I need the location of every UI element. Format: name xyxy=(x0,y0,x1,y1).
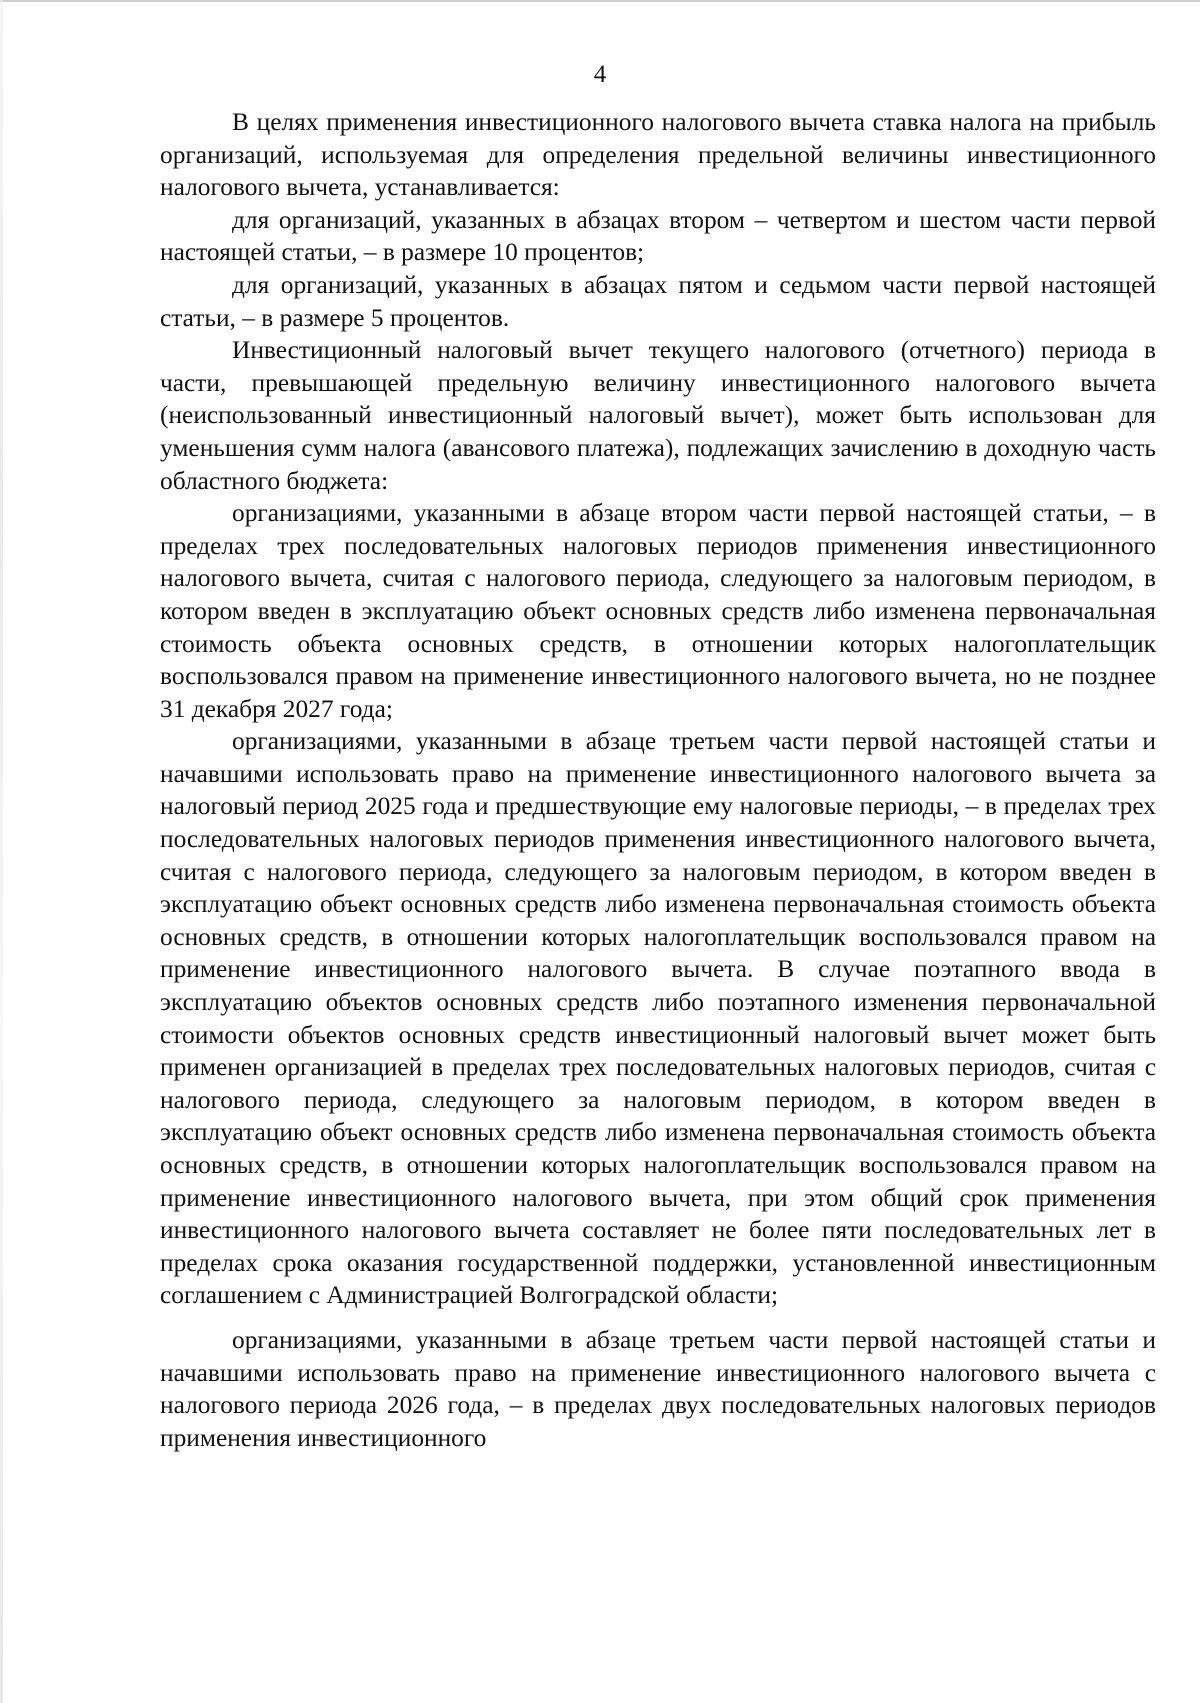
scan-left-edge xyxy=(0,0,3,1703)
document-body xyxy=(160,106,1156,1454)
paragraph-third-abzac-orgs-2025: организациями, указанными в абзаце третьем части первой настоящей статьи и начавшими использовать право на применение инвестиционного налогового вычета за налоговый период 2025 года и предшествующие ему налоговые периоды, – в пределах трех последовательных налоговых периодов применения инвестиционного налогового вычета, считая с налогового периода, следующего за налоговым периодом, в котором введен в эксплуатацию объект основных средств либо изменена первоначальная стоимость объекта основных средств, в отношении которых налогоплательщик воспользовался правом на применение инвестиционного налогового вычета. В случае поэтапного ввода в эксплуатацию объектов основных средств либо поэтапного изменения первоначальной стоимости объектов основных средств инвестиционный налоговый вычет может быть применен организацией в пределах трех последовательных налоговых периодов, считая с налогового периода, следующего за налоговым периодом, в котором введен в эксплуатацию объект основных средств либо изменена первоначальная стоимость объекта основных средств, в отношении которых налогоплательщик воспользовался правом на применение инвестиционного налогового вычета, при этом общий срок применения инвестиционного налогового вычета составляет не более пяти последовательных лет в пределах срока оказания государственной поддержки, установленной инвестиционным соглашением с Администрацией Волгоградской области; xyxy=(160,727,1156,1310)
paragraph-third-abzac-orgs-2026: организациями, указанными в абзаце третьем части первой настоящей статьи и начавшими использовать право на применение инвестиционного налогового вычета с налогового периода 2026 года, – в пределах двух последовательных налоговых периодов применения инвестиционного xyxy=(160,1325,1156,1452)
paragraph-unused-deduction: Инвестиционный налоговый вычет текущего налогового (отчетного) периода в части, превышающей предельную величину инвестиционного налогового вычета (неиспользованный инвестиционный налоговый вычет), может быть использован для уменьшения сумм налога (авансового платежа), подлежащих зачислению в доходную часть областного бюджета: xyxy=(160,336,1156,495)
scan-top-edge xyxy=(0,0,1200,2)
paragraph-rate-5-percent: для организаций, указанных в абзацах пятом и седьмом части первой настоящей статьи, – в размере 5 процентов. xyxy=(160,270,1156,332)
paragraph-second-abzac-orgs: организациями, указанными в абзаце втором части первой настоящей статьи, – в пределах трех последовательных налоговых периодов применения инвестиционного налогового вычета, считая с налогового периода, следующего за налоговым периодом, в котором введен в эксплуатацию объект основных средств либо изменена первоначальная стоимость объекта основных средств, в отношении которых налогоплательщик воспользовался правом на применение инвестиционного налогового вычета, но не позднее 31 декабря 2027 года; xyxy=(160,499,1156,723)
paragraph-tax-rate-intro: В целях применения инвестиционного налогового вычета ставка налога на прибыль организаций, используемая для определения предельной величины инвестиционного налогового вычета, устанавливается: xyxy=(160,108,1156,202)
paragraph-rate-10-percent: для организаций, указанных в абзацах втором – четвертом и шестом части первой настоящей статьи, – в размере 10 процентов; xyxy=(160,205,1156,267)
page-number: 4 xyxy=(593,61,607,88)
